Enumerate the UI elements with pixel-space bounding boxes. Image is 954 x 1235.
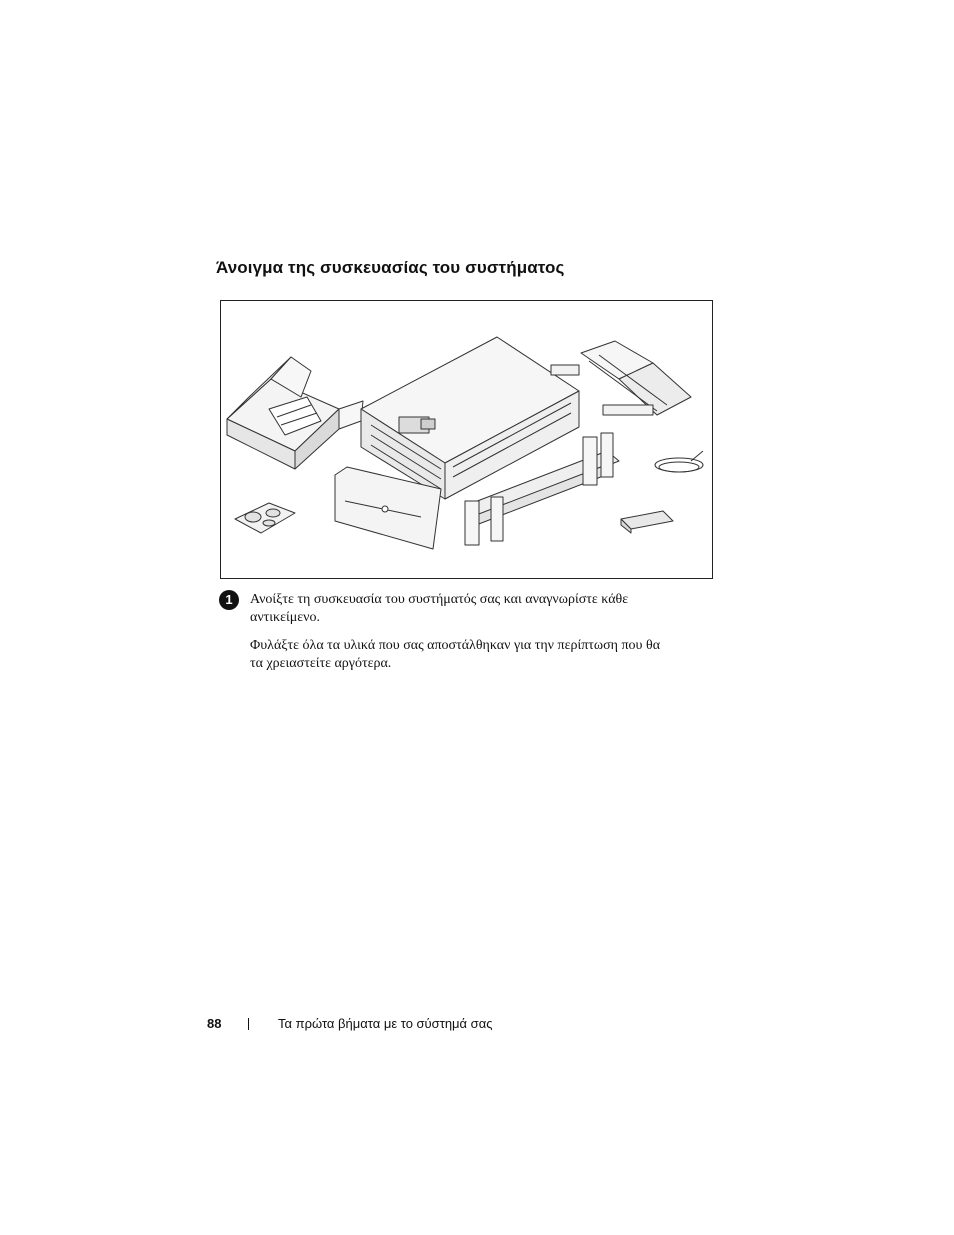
shipping-box [227, 357, 363, 469]
unpacking-illustration [220, 300, 713, 579]
step-instruction: Ανοίξτε τη συσκευασία του συστήματός σας και αναγνωρίστε κάθε αντικείμενο. [250, 592, 629, 625]
section-heading: Άνοιγμα της συσκευασίας του συστήματος [216, 258, 565, 277]
step-number-badge: 1 [219, 590, 239, 610]
step-note: Φυλάξτε όλα τα υλικά που σας αποστάλθηκαν για την περίπτωση που θα τα χρειαστείτε αργότερα. [250, 638, 661, 671]
bracket [621, 511, 673, 533]
foam-packing [235, 503, 295, 533]
page-number: 88 [207, 1016, 222, 1031]
cable-coil [655, 451, 703, 472]
chapter-title: Τα πρώτα βήματα με το σύστημά σας [278, 1016, 493, 1031]
footer-divider [248, 1018, 249, 1030]
